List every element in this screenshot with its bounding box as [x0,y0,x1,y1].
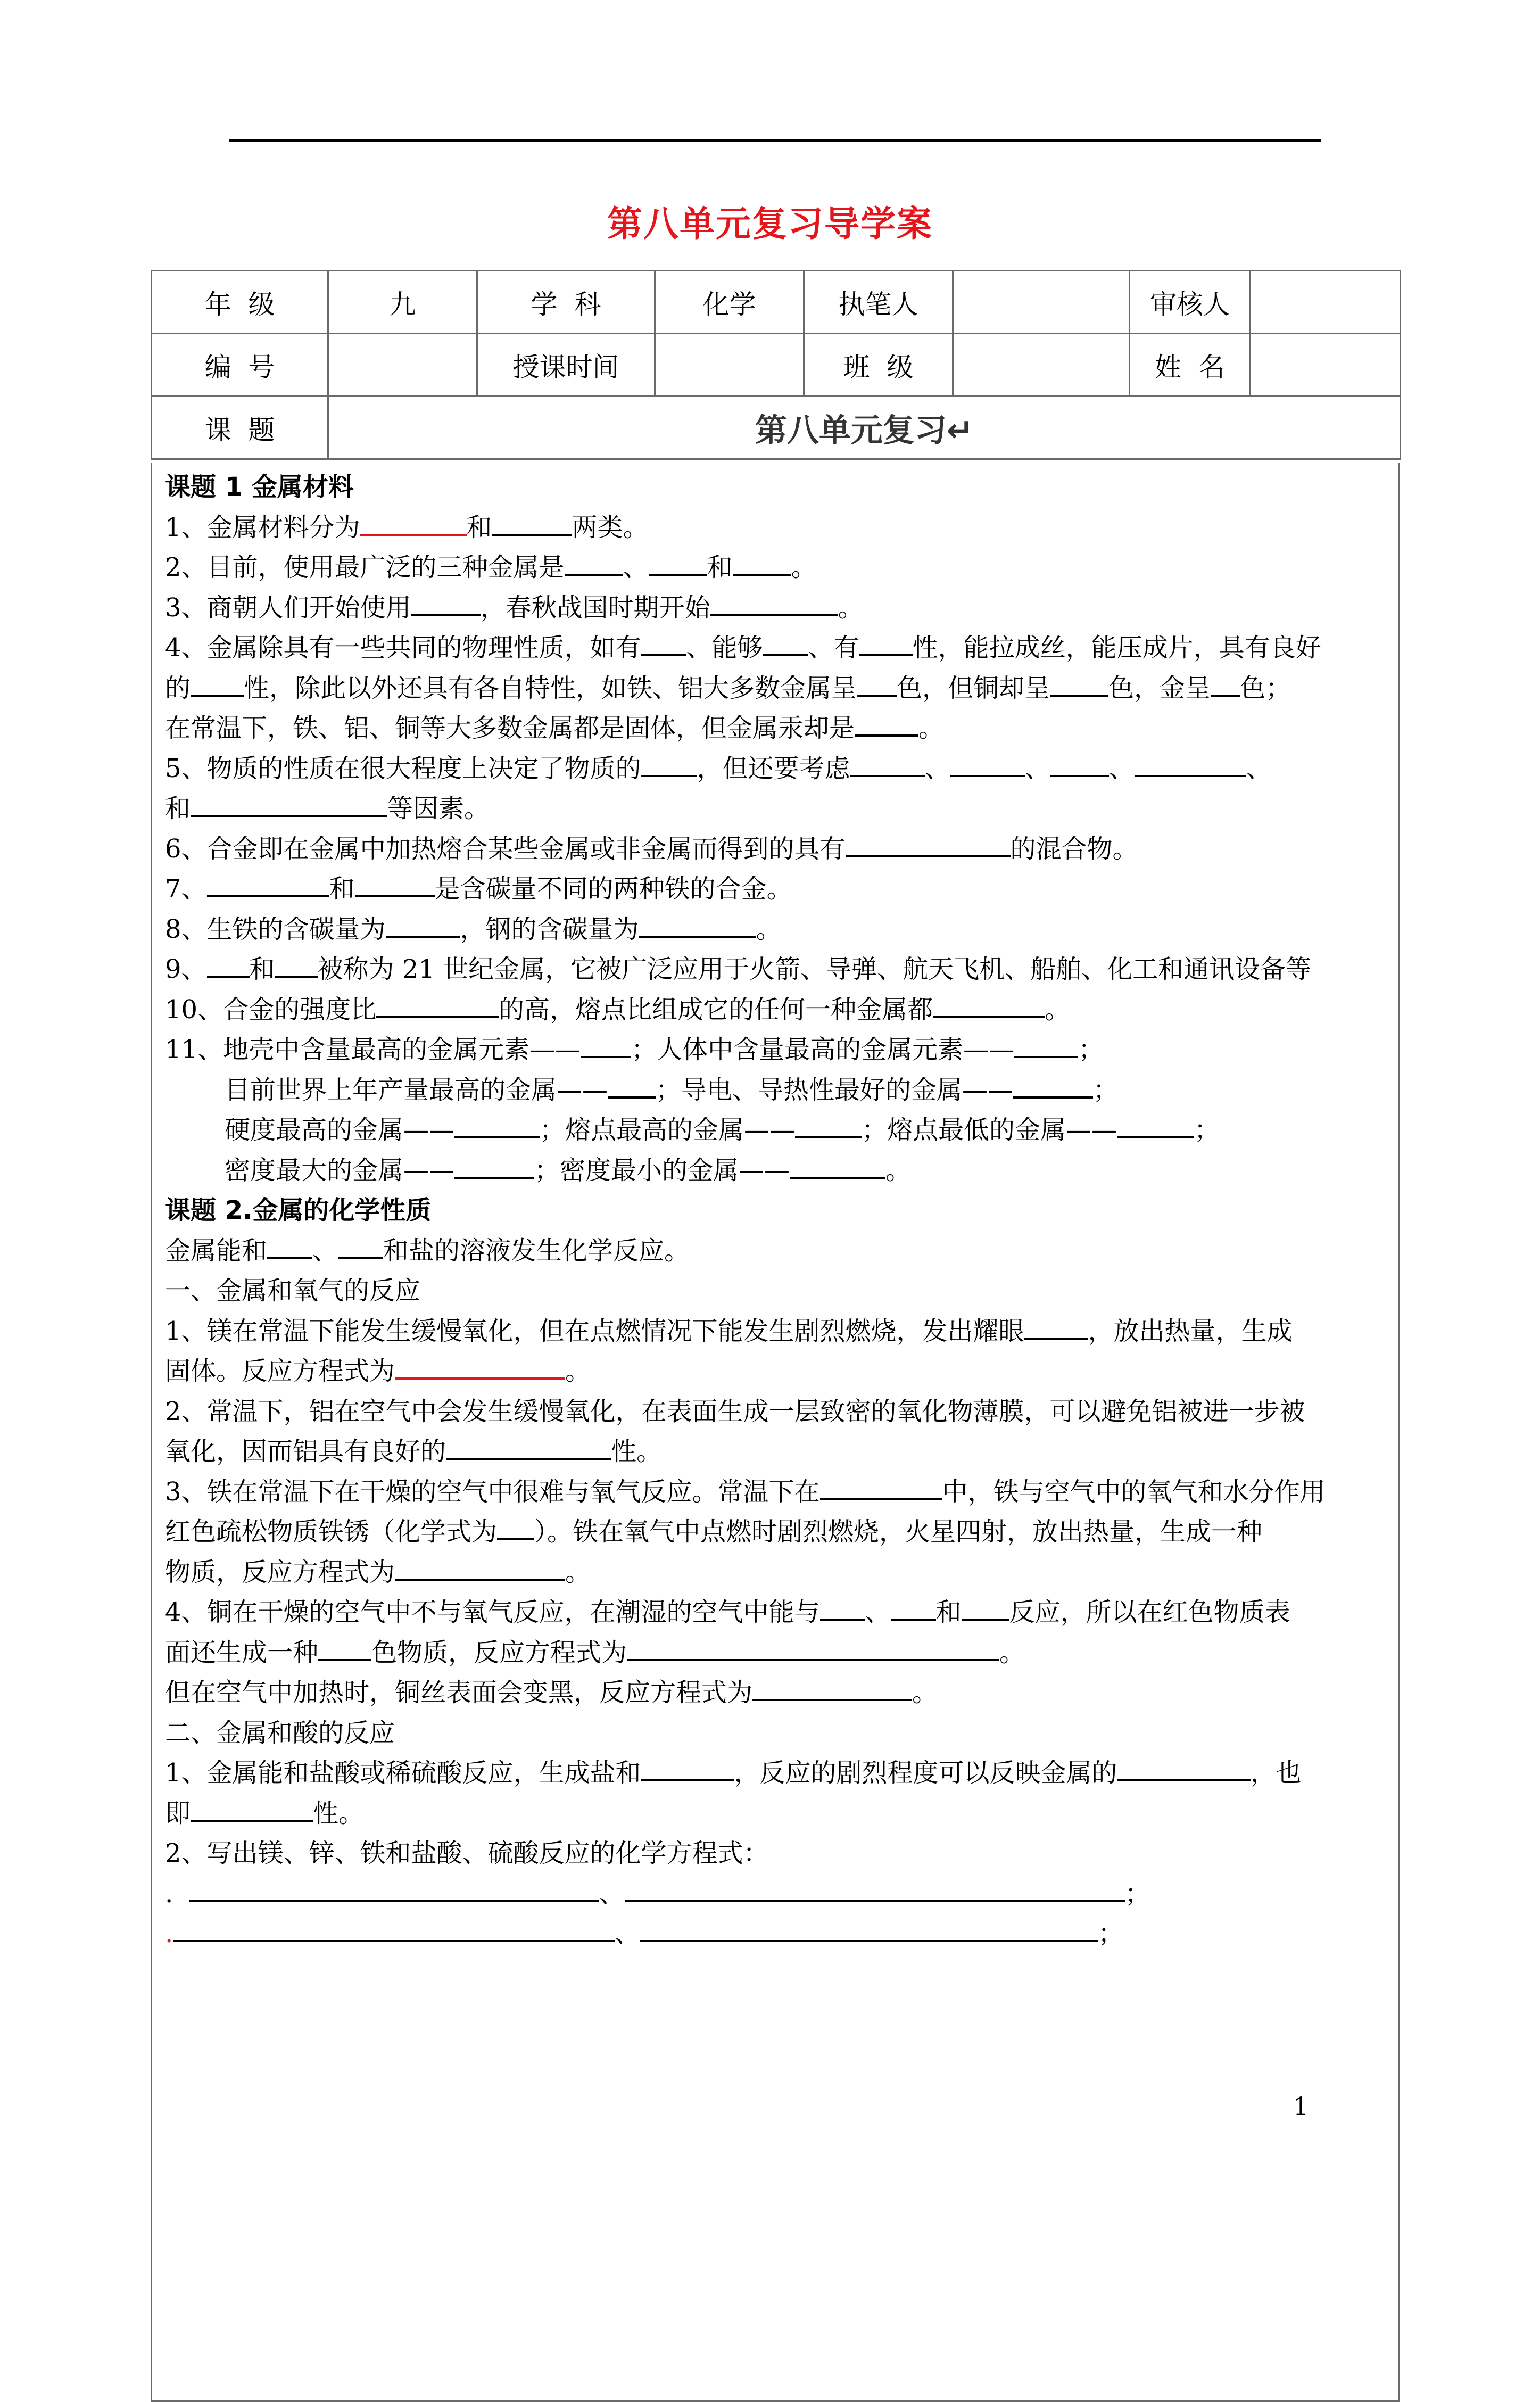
question-text: 两类。 [572,512,649,542]
info-row-3 [152,397,1401,459]
question-text: 性。 [611,1437,663,1466]
answer-blank[interactable] [1014,1030,1078,1058]
subsection-heading: 二、金属和酸的反应 [165,1718,395,1748]
topic-title: 第八单元复习 [755,411,947,449]
question-line [165,1472,1410,1513]
question-text: 5、物质的性质在很大程度上决定了物质的 [165,753,641,783]
question-text: 氧化，因而铝具有良好的 [165,1437,446,1466]
question-text: 性，能拉成丝，能压成片，具有良好 [912,633,1321,663]
answer-blank[interactable] [395,1352,565,1380]
lesson-time-label: 授课时间 [477,334,655,397]
answer-blank[interactable] [855,709,918,737]
question-text: 4、金属除具有一些共同的物理性质，如有 [165,633,641,663]
question-text: 性，除此以外还具有各自特性，如铁、铝大多数金属呈 [244,673,857,703]
lesson-time-value [655,334,804,397]
answer-blank[interactable] [565,548,623,576]
question-text: 。 [912,1678,938,1707]
question-line [165,1673,1410,1713]
grade-value: 九 [328,271,477,334]
answer-blank[interactable] [790,1151,885,1179]
question-text: 和 [707,552,733,582]
question-line [165,829,1410,870]
question-text: 10、合金的强度比 [165,994,377,1025]
answer-blank[interactable] [891,1593,936,1621]
question-text: ，反应的剧烈程度可以反映金属的 [734,1758,1117,1788]
question-text: 、能够 [686,633,763,663]
question-text: 11、地壳中含量最高的金属元素—— [165,1035,581,1064]
question-text: 4、铜在干燥的空气中不与氧气反应，在潮湿的空气中能与 [165,1597,820,1627]
question-text: ，也 [1250,1758,1302,1788]
question-text: 面还生成一种 [165,1637,319,1668]
question-text: 。 [838,592,864,623]
question-text: 即 [165,1798,191,1828]
info-table [151,270,1401,460]
answer-blank[interactable] [1117,1754,1251,1781]
question-line [165,508,1410,548]
question-text: 。 [565,1356,591,1386]
question-text: ，但还要考虑 [697,753,850,783]
answer-blank[interactable] [1050,749,1109,777]
question-text: ； [1078,1035,1104,1064]
question-text: 物质，反应方程式为 [165,1557,395,1587]
answer-blank[interactable] [191,669,244,697]
question-text: 和 [249,954,275,984]
answer-blank[interactable] [950,749,1025,777]
question-text: 目前世界上年产量最高的金属—— [225,1075,608,1105]
name-label: 姓 名 [1130,334,1251,397]
number-value [328,334,477,397]
answer-blank[interactable] [859,629,913,656]
question-line [165,749,1410,789]
question-text: 中，铁与空气中的氧气和水分作用 [942,1476,1326,1507]
answer-blank[interactable] [191,789,387,817]
question-text: 。 [791,552,817,582]
question-text: 3、铁在常温下在干燥的空气中很难与氧气反应。常温下在 [165,1476,820,1507]
question-text: 。 [565,1557,591,1587]
grade-label: 年 级 [152,271,328,334]
question-text: 、 [623,552,649,582]
question-line [165,1432,1410,1472]
answer-blank[interactable] [752,1673,912,1701]
answer-blank[interactable] [386,910,460,938]
question-text: 9、 [165,954,207,984]
question-line: 2、写出镁、锌、铁和盐酸、硫酸反应的化学方程式： [165,1838,769,1868]
author-value [953,271,1130,334]
question-line [165,1512,1410,1553]
answer-blank[interactable] [1117,1111,1194,1138]
question-line [165,708,1410,749]
header-rule [229,139,1321,142]
answer-blank[interactable] [641,1754,734,1781]
answer-blank[interactable] [1050,669,1108,697]
question-text: 和 [165,794,191,823]
question-text: ； [1194,1115,1220,1145]
question-text: 和盐的溶液发生化学反应。 [383,1235,690,1266]
page-number: 1 [1293,2092,1309,2120]
answer-blank[interactable] [173,1914,615,1942]
question-line [165,1110,1410,1151]
question-line [165,1030,1410,1070]
question-text: 但在空气中加热时，铜丝表面会变黑，反应方程式为 [165,1678,753,1707]
question-line [165,789,1410,829]
answer-blank[interactable] [207,870,329,897]
answer-blank[interactable] [360,508,467,536]
answer-blank[interactable] [641,749,697,777]
question-line [165,950,1410,990]
answer-blank[interactable] [627,1633,999,1661]
answer-blank[interactable] [857,669,897,697]
question-text: 和 [329,874,355,904]
reviewer-label: 审核人 [1130,271,1251,334]
question-line [165,1231,1410,1272]
question-text: ； [1093,1075,1119,1105]
question-line [165,588,1410,629]
question-text: 1、镁在常温下能发生缓慢氧化，但在点燃情况下能发生剧烈燃烧，发出耀眼 [165,1316,1024,1346]
name-value [1251,334,1401,397]
answer-blank[interactable] [820,1593,865,1621]
answer-blank[interactable] [189,1875,599,1902]
question-text: 色； [1240,673,1291,703]
question-text: 性。 [313,1798,365,1828]
answer-blank[interactable] [275,950,318,978]
answer-blank[interactable] [733,548,791,576]
topic-value [328,397,1401,459]
question-text: 、 [1108,753,1135,783]
answer-blank[interactable] [267,1232,312,1259]
answer-blank[interactable] [710,589,838,616]
question-text: 色，但铜却呈 [897,673,1050,703]
question-text: ；密度最小的金属—— [534,1155,790,1185]
subject-value: 化学 [655,271,804,334]
question-line [165,1070,1410,1111]
author-label: 执笔人 [804,271,953,334]
question-text: 等因素。 [387,794,490,823]
question-text: 1、金属材料分为 [165,512,360,542]
topic-label: 课 题 [152,397,328,459]
question-text: 、 [615,1919,641,1949]
question-text: 7、 [165,874,207,904]
worksheet-content [165,467,1410,1954]
question-text: 密度最大的金属—— [225,1155,455,1185]
class-value [953,334,1130,397]
question-text: 金属能和 [165,1235,268,1266]
answer-blank[interactable] [454,1111,540,1138]
answer-blank[interactable] [1211,669,1240,697]
section-heading: 课题 2.金属的化学性质 [165,1195,432,1225]
question-text: ； [1098,1919,1124,1949]
answer-blank[interactable] [640,1914,1098,1942]
question-text: ；熔点最高的金属—— [540,1115,796,1145]
question-line [165,548,1410,588]
question-text: 。 [999,1637,1025,1668]
question-text: 、 [1024,753,1050,783]
question-text: 、 [312,1235,338,1266]
question-text: ，春秋战国时期开始 [480,592,710,623]
question-line [165,910,1410,950]
answer-blank[interactable] [641,629,686,656]
question-text: 。 [885,1155,912,1185]
answer-blank[interactable] [625,1875,1125,1902]
equation-line [165,1874,1410,1914]
question-text: 3、商朝人们开始使用 [165,592,411,623]
answer-blank[interactable] [395,1553,565,1581]
question-text: ；人体中含量最高的金属元素—— [631,1035,1015,1064]
question-text: 6、合金即在金属中加热熔合某些金属或非金属而得到的具有 [165,833,846,864]
question-text: 、 [924,753,950,783]
info-row-2 [152,334,1401,397]
answer-blank[interactable] [355,870,435,897]
question-text: 8、生铁的含碳量为 [165,914,386,944]
question-text: ，钢的含碳量为 [460,914,639,944]
equation-line [165,1914,1410,1954]
question-text: 。 [918,713,945,743]
subsection-heading: 一、金属和氧气的反应 [165,1276,421,1306]
class-label: 班 级 [804,334,953,397]
answer-blank[interactable] [1024,1312,1088,1340]
answer-blank[interactable] [933,990,1045,1018]
answer-blank[interactable] [411,589,481,616]
answer-blank[interactable] [1135,749,1246,777]
question-text: 。 [1045,994,1071,1025]
question-line [165,1311,1410,1352]
answer-blank[interactable] [338,1232,383,1259]
answer-blank[interactable] [608,1071,656,1099]
question-text: 固体。反应方程式为 [165,1356,395,1386]
answer-blank[interactable] [795,1111,862,1138]
answer-blank[interactable] [763,629,808,656]
question-line [165,1794,1410,1834]
question-text: 色物质，反应方程式为 [371,1637,627,1668]
question-text: 和 [466,512,492,542]
question-text: 被称为 21 世纪金属，它被广泛应用于火箭、导弹、航天飞机、船舶、化工和通讯设备等 [317,954,1312,984]
question-text: 。 [756,914,782,944]
section-heading: 课题 1 金属材料 [165,472,354,502]
number-label: 编 号 [152,334,328,397]
question-text: 硬度最高的金属—— [225,1115,455,1145]
question-text: . [165,1878,173,1909]
question-text: 红色疏松物质铁锈（化学式为 [165,1517,498,1547]
question-text: ，放出热量，生成 [1088,1316,1293,1346]
question-text: 反应，所以在红色物质表 [1009,1597,1290,1627]
answer-blank[interactable] [962,1593,1009,1621]
answer-blank[interactable] [846,830,1011,857]
question-line [165,869,1410,910]
answer-blank[interactable] [1013,1071,1093,1099]
question-text: 在常温下，铁、铝、铜等大多数金属都是固体，但金属汞却是 [165,713,855,743]
question-text: 是含碳量不同的两种铁的合金。 [434,874,792,904]
subject-label: 学 科 [477,271,655,334]
answer-blank[interactable] [318,1633,371,1661]
question-line [165,1592,1410,1633]
question-line [165,1553,1410,1593]
question-text: ；熔点最低的金属—— [862,1115,1117,1145]
return-mark: ↵ [946,411,974,449]
question-text: 和 [935,1597,962,1627]
question-line [165,1151,1410,1191]
question-text: 色，金呈 [1108,673,1211,703]
question-text: ；导电、导热性最好的金属—— [656,1075,1014,1105]
answer-blank[interactable] [207,950,250,978]
question-text: 的高，熔点比组成它的任何一种金属都 [499,994,933,1025]
question-line [165,1753,1410,1794]
question-line: 2、常温下，铝在空气中会发生缓慢氧化，在表面生成一层致密的氧化物薄膜，可以避免铝被进一步被 [165,1396,1305,1426]
question-line [165,1351,1410,1392]
info-row-1 [152,271,1401,334]
answer-blank[interactable] [649,548,707,576]
question-text: ； [1124,1878,1150,1909]
question-text: ）。铁在氧气中点燃时剧烈燃烧，火星四射，放出热量，生成一种 [534,1517,1263,1547]
answer-blank[interactable] [820,1473,942,1500]
question-line [165,668,1410,709]
question-line [165,628,1410,668]
answer-blank[interactable] [581,1030,631,1058]
answer-blank[interactable] [639,910,756,938]
question-text: 、 [865,1597,891,1627]
answer-blank[interactable] [497,1513,534,1540]
question-text: 的混合物。 [1010,833,1138,864]
question-text: 1、金属能和盐酸或稀硫酸反应，生成盐和 [165,1758,641,1788]
reviewer-value [1251,271,1401,334]
answer-blank[interactable] [492,508,572,536]
question-line [165,1633,1410,1673]
answer-blank[interactable] [376,990,499,1018]
document-title: 第八单元复习导学案 [607,203,933,244]
question-text: 的 [165,673,191,703]
question-line [165,990,1410,1030]
answer-blank[interactable] [850,749,925,777]
question-text: 、 [599,1878,625,1909]
answer-blank[interactable] [191,1794,313,1822]
answer-blank[interactable] [454,1151,534,1179]
question-text: 、 [1246,753,1272,783]
question-text: 、有 [808,633,859,663]
answer-blank[interactable] [446,1432,611,1460]
question-text: . [165,1919,173,1949]
question-text: 2、目前，使用最广泛的三种金属是 [165,552,565,582]
